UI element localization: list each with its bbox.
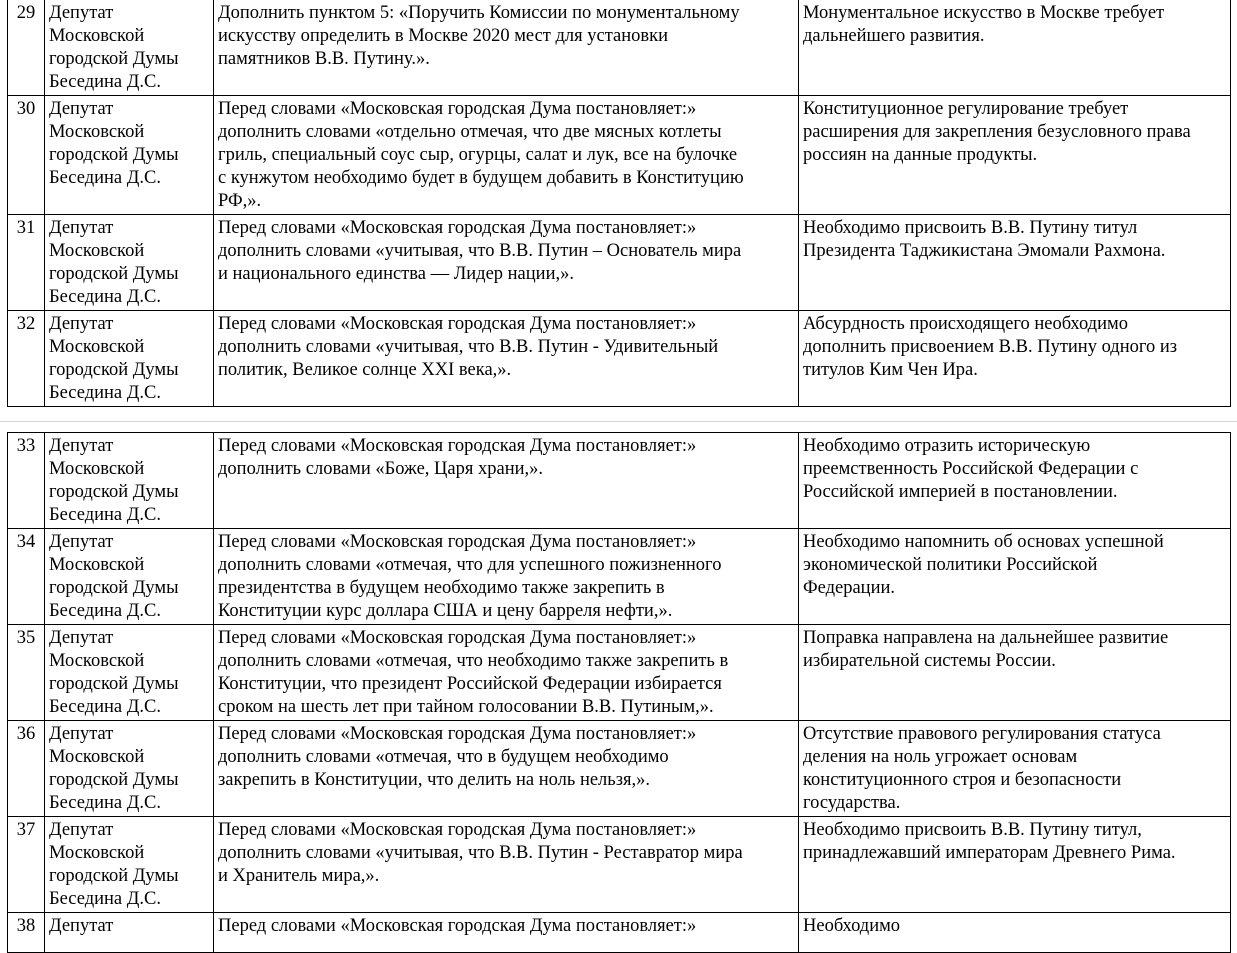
author-line: городской Думы — [49, 264, 179, 284]
page-break — [0, 421, 1237, 432]
amendment-line: РФ,». — [218, 191, 262, 211]
reason-line: преемственность Российской Федерации с — [803, 459, 1139, 479]
reason-cell — [799, 0, 1231, 96]
amendment-line: дополнить словами «отмечая, что в будущем необходимо — [218, 747, 669, 767]
row-number-cell: 32 — [8, 311, 45, 407]
author-line: Депутат — [49, 820, 114, 840]
row-number-cell: 33 — [8, 433, 45, 529]
table-row — [8, 721, 1231, 817]
author-cell — [45, 433, 214, 529]
amendments-table-page-2 — [7, 432, 1231, 953]
amendment-line: дополнить словами «учитывая, что В.В. Путин - Реставратор мира — [218, 843, 743, 863]
amendment-line: и Хранитель мира,». — [218, 866, 380, 886]
author-cell — [45, 311, 214, 407]
author-cell — [45, 0, 214, 96]
amendment-cell — [214, 215, 799, 311]
reason-cell — [799, 721, 1231, 817]
table-row — [8, 913, 1231, 953]
author-line: городской Думы — [49, 482, 179, 502]
author-line: Депутат — [49, 916, 114, 936]
row-number-cell: 35 — [8, 625, 45, 721]
reason-line: деления на ноль угрожает основам — [803, 747, 1078, 767]
amendment-line: президентства в будущем необходимо также закрепить в — [218, 578, 665, 598]
author-line: Депутат — [49, 628, 114, 648]
reason-line: избирательной системы России. — [803, 651, 1056, 671]
author-line: Московской — [49, 459, 145, 479]
author-cell — [45, 529, 214, 625]
author-line: Беседина Д.С. — [49, 889, 161, 909]
amendment-line: Перед словами «Московская городская Дума постановляет:» — [218, 99, 697, 119]
reason-cell — [799, 817, 1231, 913]
author-line: Депутат — [49, 218, 114, 238]
reason-line: расширения для закрепления безусловного права — [803, 122, 1191, 142]
row-number-cell: 31 — [8, 215, 45, 311]
amendment-cell — [214, 311, 799, 407]
reason-line: Федерации. — [803, 578, 895, 598]
author-line: Московской — [49, 843, 145, 863]
author-line: городской Думы — [49, 674, 179, 694]
reason-line: Необходимо отразить историческую — [803, 436, 1091, 456]
author-line: Беседина Д.С. — [49, 697, 161, 717]
amendment-line: закрепить в Конституции, что делить на ноль нельзя,». — [218, 770, 651, 790]
amendment-cell — [214, 817, 799, 913]
amendment-line: Дополнить пунктом 5: «Поручить Комиссии по монументальному — [218, 3, 740, 23]
amendment-line: искусству определить в Москве 2020 мест для установки — [218, 26, 669, 46]
author-line: Беседина Д.С. — [49, 168, 161, 188]
amendment-line: дополнить словами «отдельно отмечая, что две мясных котлеты — [218, 122, 722, 142]
amendment-cell — [214, 529, 799, 625]
amendment-line: дополнить словами «отмечая, что необходимо также закрепить в — [218, 651, 729, 671]
amendment-line: дополнить словами «Боже, Царя храни,». — [218, 459, 544, 479]
author-line: Московской — [49, 555, 145, 575]
reason-line: титулов Ким Чен Ира. — [803, 360, 978, 380]
reason-line: экономической политики Российской — [803, 555, 1098, 575]
amendment-cell — [214, 913, 799, 953]
reason-line: Российской империей в постановлении. — [803, 482, 1118, 502]
reason-line: Президента Таджикистана Эмомали Рахмона. — [803, 241, 1166, 261]
author-line: Депутат — [49, 3, 114, 23]
row-number-cell: 38 — [8, 913, 45, 953]
table-body — [8, 0, 1231, 407]
author-cell — [45, 625, 214, 721]
reason-cell — [799, 433, 1231, 529]
author-line: Московской — [49, 122, 145, 142]
amendment-line: Перед словами «Московская городская Дума постановляет:» — [218, 314, 697, 334]
author-line: Беседина Д.С. — [49, 287, 161, 307]
author-line: городской Думы — [49, 49, 179, 69]
author-line: Московской — [49, 241, 145, 261]
amendment-line: и национального единства — Лидер нации,». — [218, 264, 574, 284]
author-cell — [45, 96, 214, 215]
amendment-line: Конституции курс доллара США и цену барреля нефти,». — [218, 601, 673, 621]
author-line: Московской — [49, 26, 145, 46]
amendment-line: Перед словами «Московская городская Дума постановляет:» — [218, 628, 697, 648]
reason-line: Необходимо присвоить В.В. Путину титул — [803, 218, 1138, 238]
reason-cell — [799, 625, 1231, 721]
amendment-line: Перед словами «Московская городская Дума постановляет:» — [218, 436, 697, 456]
row-number-cell: 34 — [8, 529, 45, 625]
amendment-line: памятников В.В. Путину.». — [218, 49, 430, 69]
author-line: Московской — [49, 747, 145, 767]
reason-line: Монументальное искусство в Москве требует — [803, 3, 1165, 23]
amendment-line: с кунжутом необходимо будет в будущем добавить в Конституцию — [218, 168, 744, 188]
amendment-line: политик, Великое солнце XXI века,». — [218, 360, 512, 380]
author-cell — [45, 721, 214, 817]
reason-line: Отсутствие правового регулирования статуса — [803, 724, 1161, 744]
author-line: Депутат — [49, 99, 114, 119]
reason-cell — [799, 311, 1231, 407]
amendment-line: Перед словами «Московская городская Дума постановляет:» — [218, 820, 697, 840]
author-line: городской Думы — [49, 770, 179, 790]
author-line: Московской — [49, 651, 145, 671]
amendment-line: Перед словами «Московская городская Дума постановляет:» — [218, 724, 697, 744]
amendment-line: Конституции, что президент Российской Федерации избирается — [218, 674, 722, 694]
amendment-line: дополнить словами «отмечая, что для успешного пожизненного — [218, 555, 722, 575]
reason-cell — [799, 529, 1231, 625]
author-line: Депутат — [49, 724, 114, 744]
author-line: Беседина Д.С. — [49, 601, 161, 621]
row-number-cell: 36 — [8, 721, 45, 817]
author-line: Беседина Д.С. — [49, 505, 161, 525]
author-line: Бесединa Д.С. — [49, 72, 161, 92]
reason-cell — [799, 96, 1231, 215]
author-cell — [45, 215, 214, 311]
author-line: городской Думы — [49, 866, 179, 886]
author-line: городской Думы — [49, 145, 179, 165]
table-row — [8, 96, 1231, 215]
amendment-cell — [214, 0, 799, 96]
amendment-line: дополнить словами «учитывая, что В.В. Путин - Удивительный — [218, 337, 719, 357]
table-row — [8, 0, 1231, 96]
amendments-table-page-1 — [7, 0, 1231, 407]
author-line: Депутат — [49, 436, 114, 456]
amendment-line: сроком на шесть лет при тайном голосовании В.В. Путиным,». — [218, 697, 714, 717]
author-line: городской Думы — [49, 360, 179, 380]
author-line: Беседина Д.С. — [49, 793, 161, 813]
reason-line: россиян на данные продукты. — [803, 145, 1038, 165]
reason-line: Конституционное регулирование требует — [803, 99, 1129, 119]
amendment-line: гриль, специальный соус сыр, огурцы, салат и лук, все на булочке — [218, 145, 738, 165]
reason-line: Необходимо — [803, 916, 901, 936]
author-line: городской Думы — [49, 578, 179, 598]
row-number-cell: 30 — [8, 96, 45, 215]
amendment-cell — [214, 433, 799, 529]
table-body — [8, 433, 1231, 953]
reason-line: дальнейшего развития. — [803, 26, 985, 46]
amendment-line: дополнить словами «учитывая, что В.В. Путин – Основатель мира — [218, 241, 742, 261]
table-row — [8, 817, 1231, 913]
reason-cell — [799, 913, 1231, 953]
amendment-line: Перед словами «Московская городская Дума постановляет:» — [218, 532, 697, 552]
author-cell — [45, 817, 214, 913]
table-row — [8, 529, 1231, 625]
amendment-cell — [214, 625, 799, 721]
author-line: Депутат — [49, 314, 114, 334]
reason-cell — [799, 215, 1231, 311]
amendment-line: Перед словами «Московская городская Дума постановляет:» — [218, 916, 697, 936]
reason-line: дополнить присвоением В.В. Путину одного из — [803, 337, 1178, 357]
reason-line: Поправка направлена на дальнейшее развитие — [803, 628, 1169, 648]
table-row — [8, 625, 1231, 721]
row-number-cell: 37 — [8, 817, 45, 913]
amendment-line: Перед словами «Московская городская Дума постановляет:» — [218, 218, 697, 238]
author-cell — [45, 913, 214, 953]
reason-line: принадлежавший императорам Древнего Рима. — [803, 843, 1176, 863]
table-row — [8, 433, 1231, 529]
amendment-cell — [214, 721, 799, 817]
author-line: Московской — [49, 337, 145, 357]
reason-line: Абсурдность происходящего необходимо — [803, 314, 1128, 334]
author-line: Беседина Д.С. — [49, 383, 161, 403]
amendment-cell — [214, 96, 799, 215]
reason-line: Необходимо напомнить об основах успешной — [803, 532, 1164, 552]
row-number-cell: 29 — [8, 0, 45, 96]
reason-line: конституционного строя и безопасности — [803, 770, 1122, 790]
reason-line: Необходимо присвоить В.В. Путину титул, — [803, 820, 1142, 840]
author-line: Депутат — [49, 532, 114, 552]
reason-line: государства. — [803, 793, 901, 813]
table-row — [8, 215, 1231, 311]
table-row — [8, 311, 1231, 407]
